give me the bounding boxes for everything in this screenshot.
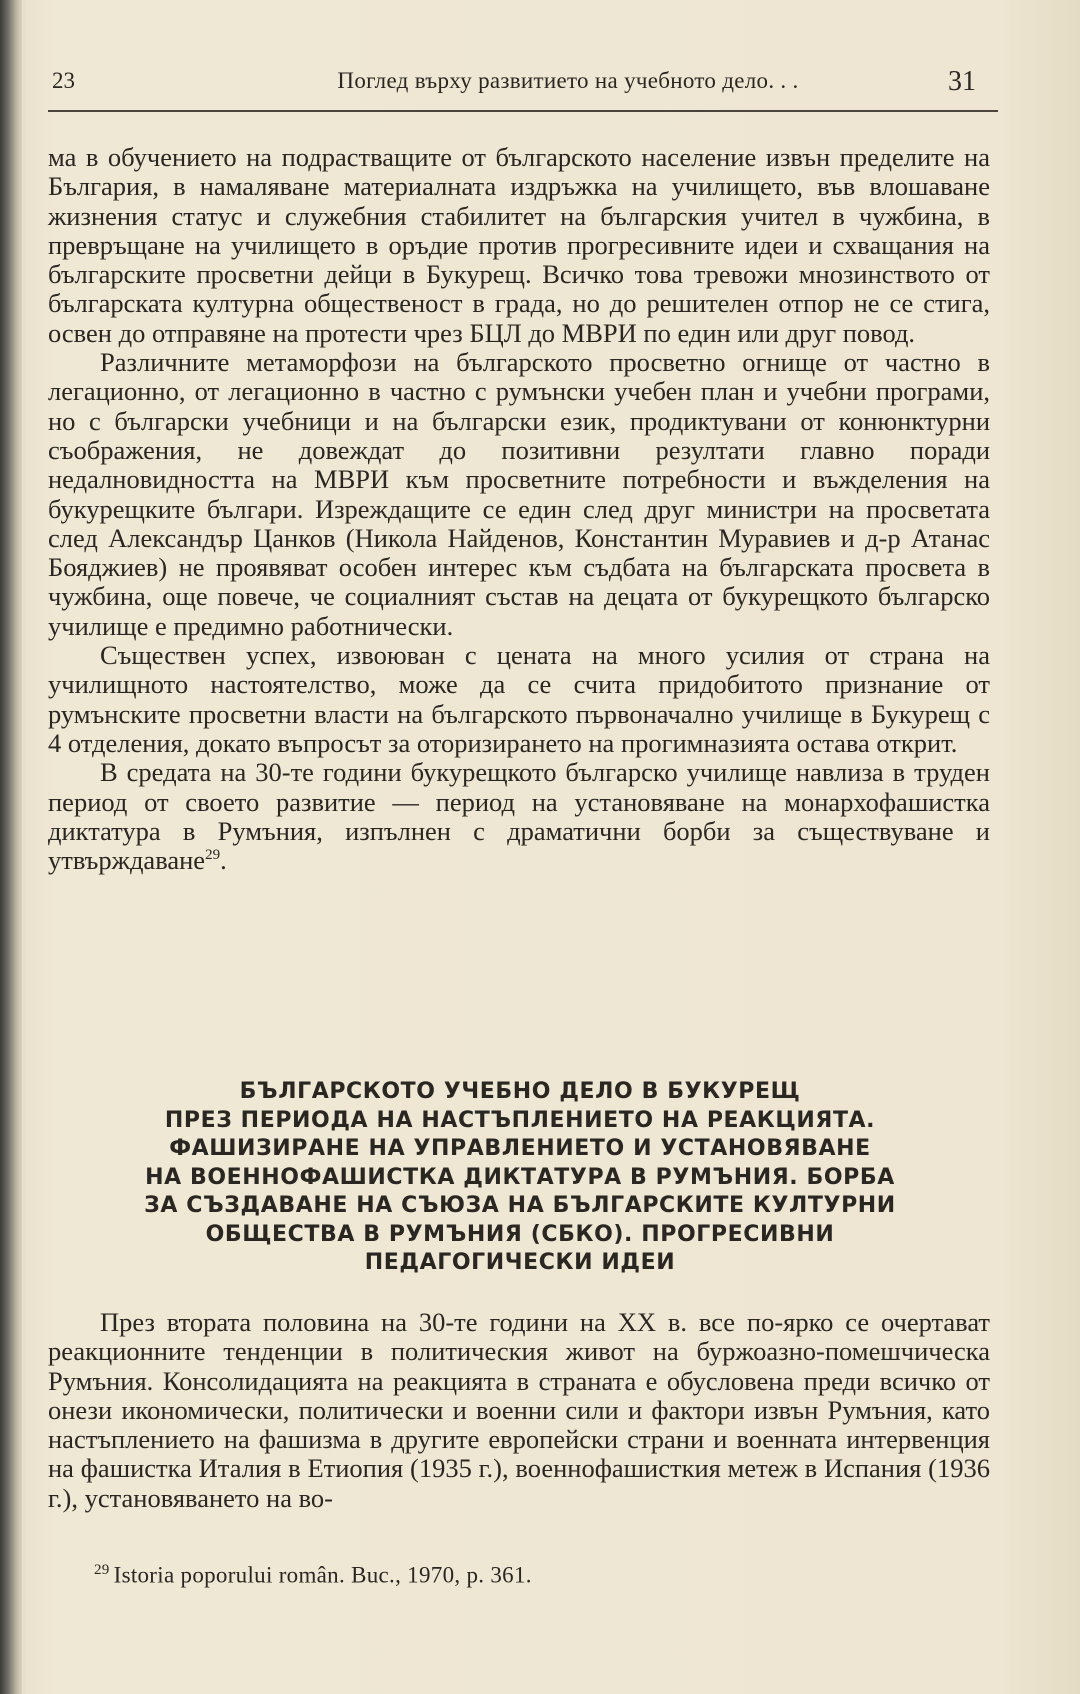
footnote-text: Istoria poporului român. Buc., 1970, p. 361. [113,1562,532,1588]
paragraph-4-text: В средата на 30-те години букурещкото българско училище навлиза в труден период от своето развитие — период на установяване на монархофашистка диктатура в Румъния, изпълнен с драматични борби за съществуване и утвърждаване [48,757,990,876]
paragraph-1: ма в обучението на подрастващите от българското население извън пределите на България, в намаляване материалната издръжка на училището, във влошаване жизнения статус и служебния стабилитет на българския учител в чужбина, в превръщане на училището в оръдие против прогресивните идеи и схващания на българските просветни дейци в Букурещ. Всичко това тревожи мнозинството от българската културна общественост в града, но до решителен отпор не се стига, освен до отправяне на протести чрез БЦЛ до МВРИ по един или друг повод. [48,142,990,348]
main-text [48,143,990,875]
section-heading [100,1078,940,1278]
heading-line: ПРЕЗ ПЕРИОДА НА НАСТЪПЛЕНИЕТО НА РЕАКЦИЯТА. [164,1107,876,1133]
left-page-number: 23 [52,68,75,93]
heading-line: ОБЩЕСТВА В РУМЪНИЯ (СБКО). ПРОГРЕСИВНИ [205,1221,835,1247]
right-page-number: 31 [948,66,976,97]
book-binding-edge [0,0,22,1694]
paragraph-2: Различните метаморфози на българското просветно огнище от частно в легационно, от легационно в частно с румънски учебен план и учебни програми, но с български учебници и на български език, продиктувани от конюнктурни съображения, не довеждат до позитивни резултати главно поради недалновидността на МВРИ към просветните потребности и въжделения на букурещките българи. Изреждащите се един след друг министри на просветата след Александър Цанков (Никола Найденов, Константин Муравиев и д-р Атанас Бояджиев) не проявяват особен интерес към съдбата на българската просвета в чужбина, още повече, че социалният състав на децата от букурещкото българско училище е предимно работнически. [48,347,990,641]
paragraph-3: Съществен успех, извоюван с цената на много усилия от страна на училищното настоятелство, може да се счита придобитото признание от румънските просветни власти на българското първоначално училище в Букурещ с 4 отделения, докато въпросът за оторизирането на прогимназията остава открит. [48,640,990,758]
heading-line: ПЕДАГОГИЧЕСКИ ИДЕИ [364,1250,676,1275]
footnote-reference: 29 [205,847,221,864]
header-rule [48,110,998,112]
heading-line: ФАШИЗИРАНЕ НА УПРАВЛЕНИЕТО И УСТАНОВЯВАНЕ [169,1136,871,1161]
section-text [48,1308,990,1513]
section-paragraph: През втората половина на 30-те години на XX в. все по-ярко се очертават реакционните тенденции в политическия живот на буржоазно-помешчическа Румъния. Консолидацията на реакцията в страната е обусловена преди всичко от онези икономически, политически и военни сили и фактори извън Румъния, като настъплението на фашизма в другите европейски страни и военната интервенция на фашистка Италия в Етиопия (1935 г.), военнофашисткия метеж в Испания (1936 г.), установяването на во- [48,1307,990,1513]
paragraph-4 [48,758,990,875]
heading-line: БЪЛГАРСКОТО УЧЕБНО ДЕЛО В БУКУРЕЩ [239,1079,801,1104]
paragraph-4-end: . [220,845,227,876]
footnote [94,1562,532,1589]
running-head-title: Поглед върху развитието на учебното дело. . . [337,68,799,93]
footnote-mark: 29 [94,1562,110,1578]
running-head [48,64,988,104]
heading-line: ЗА СЪЗДАВАНЕ НА СЪЮЗА НА БЪЛГАРСКИТЕ КУЛТУРНИ [144,1193,896,1218]
heading-line: НА ВОЕННОФАШИСТКА ДИКТАТУРА В РУМЪНИЯ. БОРБА [145,1164,895,1190]
